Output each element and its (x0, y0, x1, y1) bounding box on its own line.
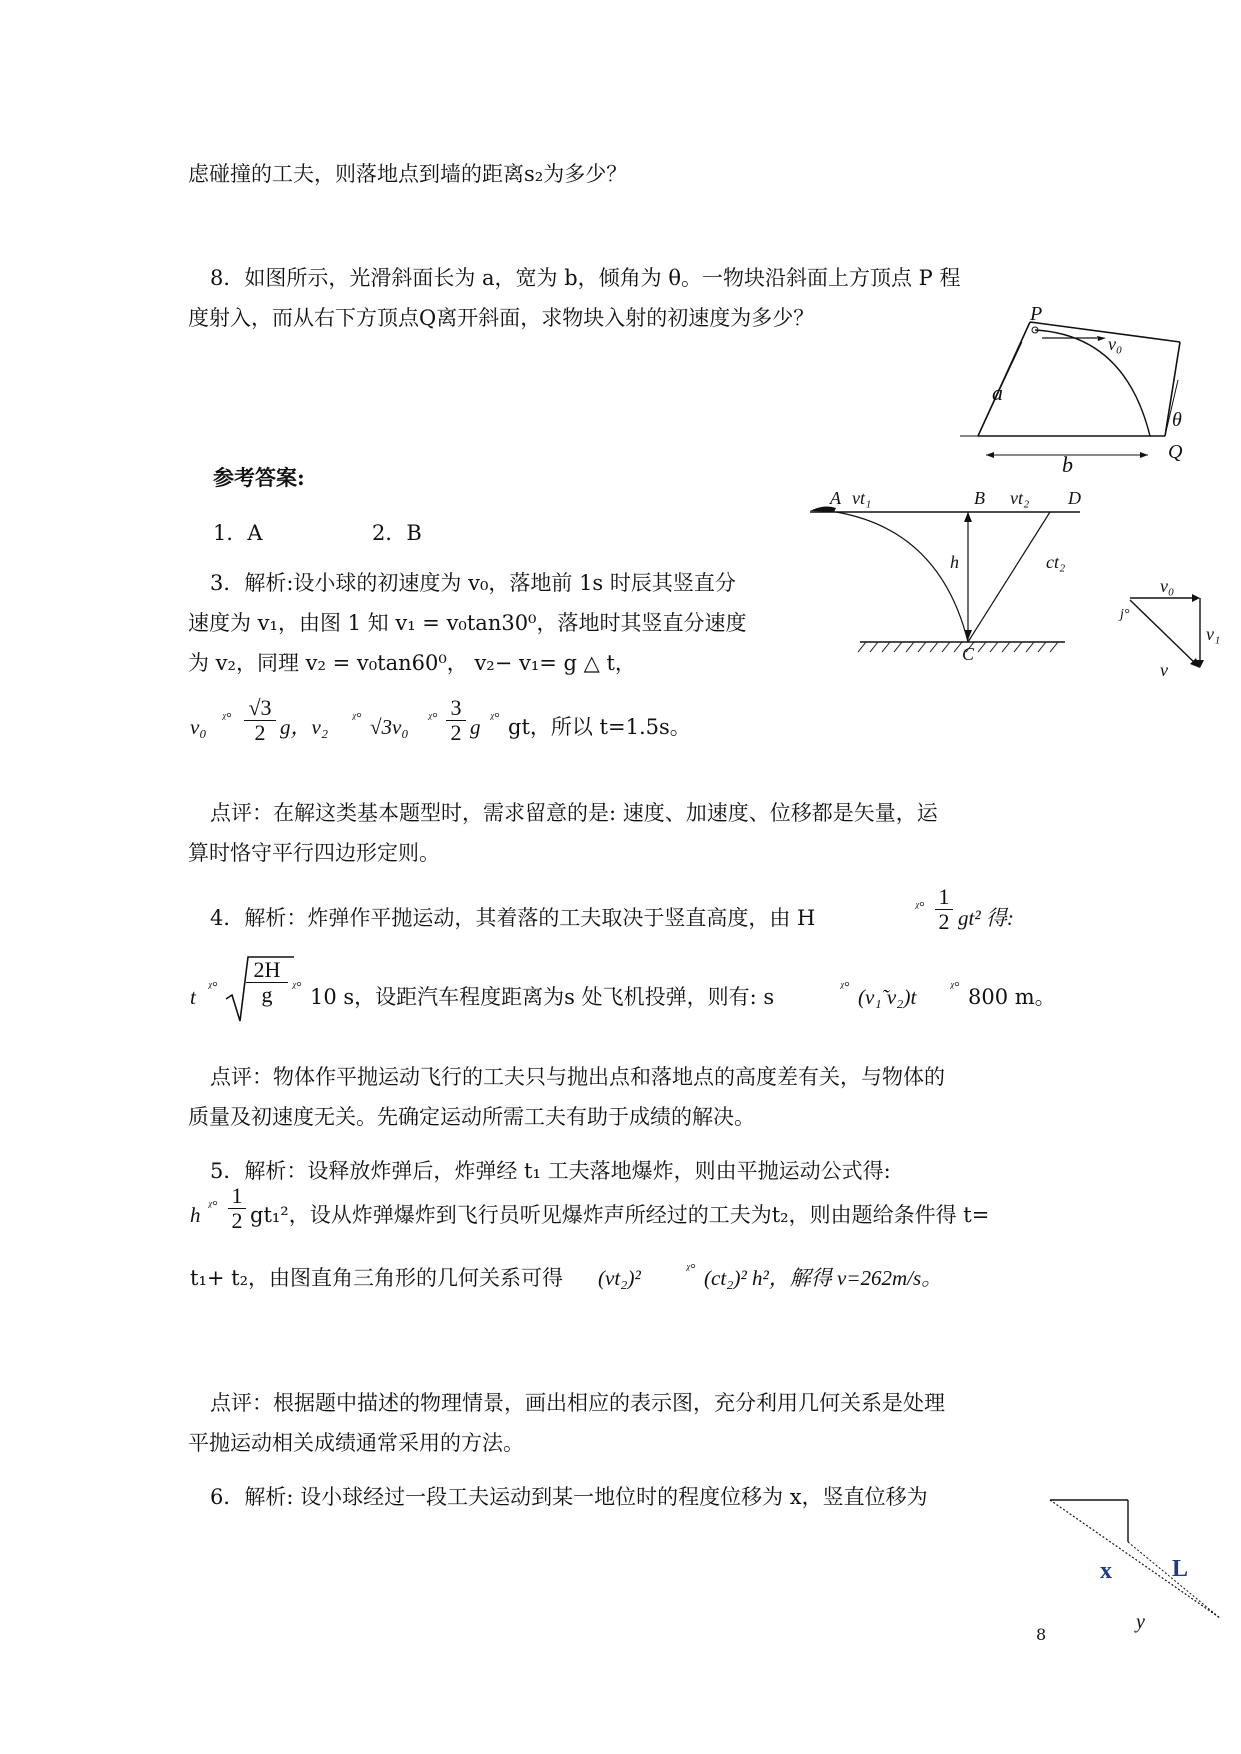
solution-6-line-1: 6．解析: 设小球经过一段工夫运动到某一地位时的程度位移为 x，竖直位移为 (210, 1485, 928, 1509)
label-y: y (1136, 1611, 1145, 1633)
solution-3-g: g (470, 715, 481, 739)
solution-5-result: (ct₂)² h²，解得 v=262m/s。 (704, 1266, 943, 1290)
comment-5-line-2: 平抛运动相关成绩通常采用的方法。 (188, 1431, 524, 1455)
label-v0: v₀ (1108, 334, 1123, 354)
comment-5-line-1: 点评：根据题中描述的物理情景，画出相应的表示图，充分利用几何关系是处理 (210, 1391, 945, 1415)
solution-5-line-1: 5．解析：设释放炸弹后，炸弹经 t₁ 工夫落地爆炸，则由平抛运动公式得: (210, 1159, 891, 1183)
answer-1: 1．A (213, 521, 263, 545)
solution-3-line-1: 3．解析:设小球的初速度为 v₀，落地前 1s 时辰其竖直分 (210, 571, 736, 595)
fraction-3-over-2: 3 2 (446, 696, 466, 745)
label-ct2: ct₂ (1046, 552, 1066, 572)
solution-4-v1v2t: (v₁̃ v₂)t (858, 985, 917, 1009)
label-B: B (974, 488, 985, 508)
formula-mark: ᵡ° (950, 980, 960, 995)
question-8-line-2: 度射入，而从右下方顶点Q离开斜面，求物块入射的初速度为多少？ (188, 306, 815, 330)
solution-3-result: gt，所以 t=1.5s。 (508, 715, 691, 739)
formula-mark: ᵡ° (222, 711, 232, 726)
answer-2: 2．B (372, 521, 422, 545)
slope-diagram (1048, 1490, 1228, 1633)
solution-3-v0: v₀ (190, 715, 207, 739)
solution-4-t: t (190, 985, 196, 1009)
formula-mark: ᵡ° (352, 711, 362, 726)
label-v1: v₁ (1206, 624, 1221, 644)
solution-5-vt2: (vt₂)² (598, 1266, 641, 1290)
velocity-vector-diagram (1120, 578, 1230, 678)
label-theta: θ (1172, 409, 1182, 431)
answers-title: 参考答案: (213, 465, 305, 490)
label-P: P (1030, 303, 1043, 325)
formula-mark: ᵡ° (428, 711, 438, 726)
label-Q: Q (1168, 441, 1183, 463)
formula-mark: ᵡ° (915, 900, 925, 915)
comment-4-line-1: 点评：物体作平抛运动飞行的工夫只与抛出点和落地点的高度差有关，与物体的 (210, 1065, 945, 1089)
label-C: C (962, 644, 975, 664)
solution-5-line-3: t₁+ t₂，由图直角三角形的几何关系可得 (190, 1266, 563, 1290)
solution-3-sqrt3v0: √3v₀ (370, 715, 409, 739)
solution-4-text: 10 s，设距汽车程度距离为s 处飞机投弹，则有: s (310, 985, 775, 1009)
incline-diagram (950, 303, 1230, 480)
fraction-1-over-2: 1 2 (935, 885, 953, 934)
label-x: x (1100, 1558, 1112, 1584)
label-D: D (1068, 488, 1081, 508)
label-A: A (830, 488, 841, 508)
label-angle: j° (1120, 607, 1130, 622)
formula-mark: ᵡ° (490, 711, 500, 726)
solution-4-gt2: gt² 得: (958, 906, 1014, 930)
label-L: L (1172, 1556, 1189, 1582)
text-line-1: 虑碰撞的工夫，则落地点到墙的距离s₂为多少？ (188, 162, 628, 186)
label-h: h (950, 552, 959, 572)
fraction-sqrt3-over-2: √3 2 (244, 696, 276, 745)
comment-3-line-2: 算时恪守平行四边形定则。 (188, 841, 440, 865)
bomb-trajectory-diagram (810, 488, 1081, 664)
formula-mark: ᵡ° (840, 980, 850, 995)
formula-mark: ᵡ° (686, 1262, 696, 1277)
solution-4-line-1: 4．解析：炸弹作平抛运动，其着落的工夫取决于竖直高度，由 H (210, 906, 816, 930)
fraction-2h-over-g: 2H g (246, 958, 288, 1007)
comment-4-line-2: 质量及初速度无关。先确定运动所需工夫有助于成绩的解决。 (188, 1105, 755, 1129)
solution-3-line-2: 速度为 v₁，由图 1 知 v₁ = v₀tan30⁰，落地时其竖直分速度 (188, 611, 747, 635)
solution-5-h: h (190, 1203, 201, 1227)
formula-mark: ᵡ° (208, 1199, 218, 1214)
fraction-1-over-2: 1 2 (228, 1184, 246, 1233)
solution-4-result: 800 m。 (968, 985, 1056, 1009)
solution-5-line-2: gt₁²，设从炸弹爆炸到飞行员听见爆炸声所经过的工夫为t₂，则由题给条件得 t= (250, 1203, 990, 1227)
label-a: a (992, 380, 1003, 405)
question-8-line-1: 8．如图所示，光滑斜面长为 a，宽为 b，倾角为 θ。一物块沿斜面上方顶点 P 程 (210, 266, 961, 290)
solution-3-g-v2: g，v₂ (280, 715, 329, 739)
label-v0: v₀ (1160, 576, 1175, 596)
label-vt1: vt₁ (852, 488, 872, 508)
label-b: b (1062, 452, 1073, 477)
formula-mark: ᵡ° (292, 980, 302, 995)
solution-3-line-3: 为 v₂，同理 v₂ = v₀tan60⁰， v₂− v₁= g △ t， (188, 651, 636, 675)
formula-mark: ᵡ° (208, 980, 218, 995)
label-v: v (1160, 660, 1168, 680)
page-number: 8 (1036, 1625, 1047, 1644)
label-vt2: vt₂ (1010, 488, 1030, 508)
comment-3-line-1: 点评：在解这类基本题型时，需求留意的是: 速度、加速度、位移都是矢量，运 (210, 801, 938, 825)
